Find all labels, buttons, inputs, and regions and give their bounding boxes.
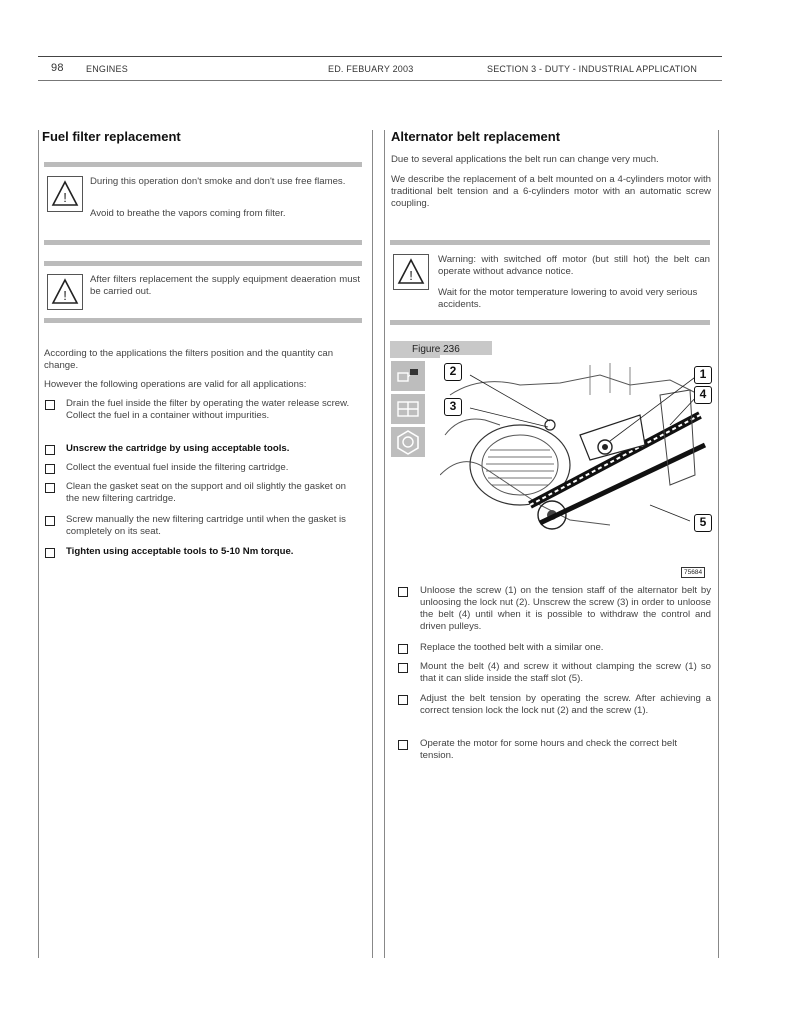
step-checkbox <box>398 740 408 750</box>
fuel-filter-title: Fuel filter replacement <box>42 129 181 144</box>
fuel-step-5: Screw manually the new filtering cartridge until when the gasket is completely on its seat. <box>66 514 346 537</box>
step-checkbox <box>398 587 408 597</box>
callout-5: 5 <box>694 514 712 532</box>
belt-step-5: Operate the motor for some hours and check the correct belt tension. <box>420 738 678 761</box>
belt-figure-illustration <box>440 355 716 537</box>
warning1-top-bar <box>44 162 362 167</box>
exploded-view-icon <box>390 360 426 392</box>
fuel-step-3: Collect the eventual fuel inside the filtering cartridge. <box>66 462 289 473</box>
step-checkbox <box>398 644 408 654</box>
warning-icon <box>393 254 429 290</box>
step-checkbox <box>45 445 55 455</box>
belt-warning-line1: Warning: with switched off motor (but still hot) the belt can operate without advance notice. <box>438 254 710 277</box>
svg-text:!: ! <box>409 268 413 283</box>
fuel-intro-1: According to the applications the filters position and the quantity can change. <box>44 348 334 371</box>
callout-3: 3 <box>444 398 462 416</box>
alternator-belt-title: Alternator belt replacement <box>391 129 561 144</box>
header-section-right: SECTION 3 - DUTY - INDUSTRIAL APPLICATION <box>487 64 698 74</box>
header-section-left: ENGINES <box>86 64 128 74</box>
fuel-step-1: Drain the fuel inside the filter by operating the water release screw. Collect the fuel in a container without impurities. <box>66 398 350 421</box>
step-checkbox <box>45 516 55 526</box>
figure-code: 75684 <box>681 567 705 578</box>
warning-icon <box>47 176 83 212</box>
header-edition: ED. FEBUARY 2003 <box>328 64 414 74</box>
belt-step-4: Adjust the belt tension by operating the screw. After achieving a correct tension lock the lock nut (2) and the screw (1). <box>420 693 711 716</box>
nut-tighten-icon <box>390 426 426 458</box>
svg-text:!: ! <box>63 288 67 303</box>
step-checkbox <box>45 548 55 558</box>
fuel-step-2: Unscrew the cartridge by using acceptable tools. <box>66 443 290 454</box>
belt-step-2: Replace the toothed belt with a similar one. <box>420 642 604 653</box>
belt-step-3: Mount the belt (4) and screw it without clamping the screw (1) so that it can slide inside the staff slot (5). <box>420 661 711 684</box>
step-checkbox <box>398 663 408 673</box>
warning-icon <box>47 274 83 310</box>
warning2-top-bar <box>44 261 362 266</box>
step-checkbox <box>45 483 55 493</box>
left-column-border <box>38 130 39 958</box>
header-bottom-rule <box>38 80 722 81</box>
fuel-step-6: Tighten using acceptable tools to 5-10 Nm torque. <box>66 546 294 557</box>
center-divider-b <box>384 130 385 958</box>
header-top-rule <box>38 56 722 57</box>
assembly-icon <box>390 393 426 425</box>
warning1-line2: Avoid to breathe the vapors coming from filter. <box>90 208 286 219</box>
right-column-border <box>718 130 719 958</box>
belt-step-1: Unloose the screw (1) on the tension staff of the alternator belt by unloosing the lock nut (2). Unscrew the screw (3) in order to unloose the belt (4) until when it is possible to withdraw the control and driven pulleys. <box>420 585 711 632</box>
warning1-bottom-bar <box>44 240 362 245</box>
step-checkbox <box>45 464 55 474</box>
figure-label: Figure 236 <box>390 341 492 358</box>
belt-intro-2: We describe the replacement of a belt mounted on a 4-cylinders motor with traditional belt tension and a 6-cylinders motor with an automatic screw coupling. <box>391 174 711 209</box>
warning1-line1: During this operation don't smoke and don't use free flames. <box>90 176 346 187</box>
belt-warning-line2: Wait for the motor temperature lowering to avoid very serious accidents. <box>438 287 698 310</box>
step-checkbox <box>45 400 55 410</box>
fuel-intro-2: However the following operations are valid for all applications: <box>44 379 307 390</box>
callout-2: 2 <box>444 363 462 381</box>
belt-intro-1: Due to several applications the belt run can change very much. <box>391 154 659 165</box>
warning2-bottom-bar <box>44 318 362 323</box>
page-number: 98 <box>51 62 64 74</box>
step-checkbox <box>398 695 408 705</box>
callout-4: 4 <box>694 386 712 404</box>
svg-text:!: ! <box>63 190 67 205</box>
fuel-step-4: Clean the gasket seat on the support and oil slightly the gasket on the new filtering cartridge. <box>66 481 346 504</box>
belt-warning-top-bar <box>390 240 710 245</box>
warning2-line1: After filters replacement the supply equipment deaeration must be carried out. <box>90 274 360 297</box>
center-divider-a <box>372 130 373 958</box>
belt-warning-bottom-bar <box>390 320 710 325</box>
callout-1: 1 <box>694 366 712 384</box>
